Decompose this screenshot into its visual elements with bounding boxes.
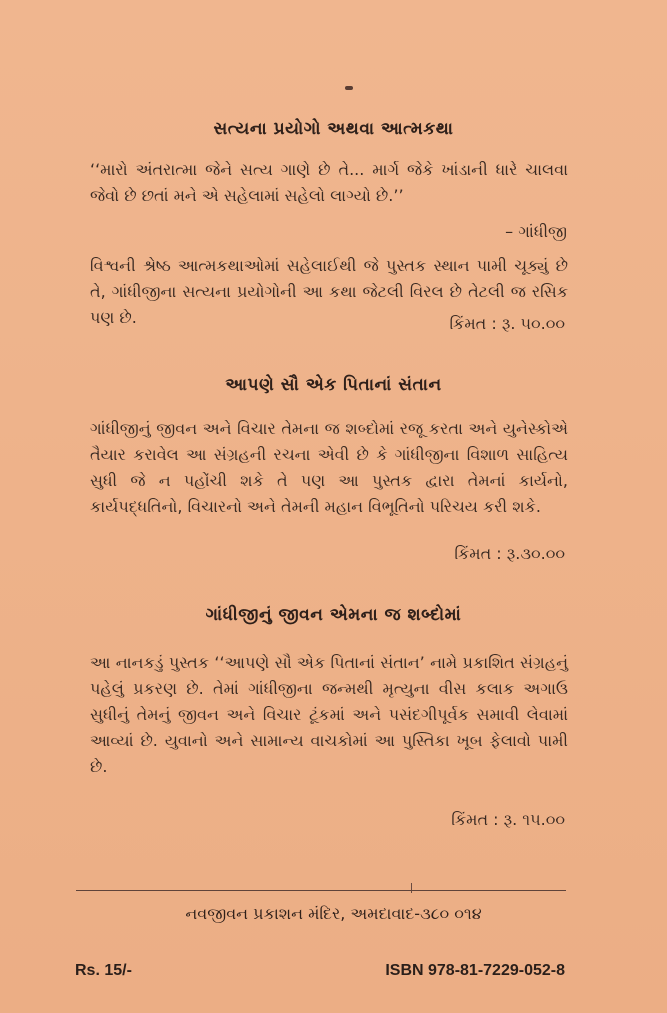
price-rs: Rs. 15/- — [75, 962, 132, 979]
quote-1: ‘‘મારો અંતરાત્મા જેને સત્ય ગાણે છે તે... માર્ગ જેકે ખાંડાની ધારે ચાલવા જેવો છે છતાં મને એ સહેલામાં સહેલો લાગ્યો છે.’’ — [90, 160, 568, 205]
description-1: વિશ્વની શ્રેષ્ઠ આત્મકથાઓમાં સહેલાઈથી જે પુસ્તક સ્થાન પામી ચૂક્યું છે તે, ગાંધીજીના સત્યના પ્રયોગોની આ કથા જેટલી વિરલ છે તેટલી જ રસિક પણ છે. — [90, 256, 568, 327]
price-1: કિંમત : રૂ. ૫૦.૦૦ — [449, 314, 565, 333]
description-3: આ નાનકડું પુસ્તક ‘‘આપણે સૌ એક પિતાનાં સંતાન’ નામે પ્રકાશિત સંગ્રહનું પહેલું પ્રકરણ છે. તેમાં ગાંધીજીના જન્મથી મૃત્યુના વીસ કલાક અગાઉ સુધીનું તેમનું જીવન અને વિચાર ટૂંકમાં અને પસંદગીપૂર્વક સમાવી લેવામાં આવ્યાં છે. યુવાનો અને સામાન્ય વાચકોમાં આ પુસ્તિકા ખૂબ ફેલાવો પામી છે. — [90, 653, 568, 776]
publisher-address: નવજીવન પ્રકાશન મંદિર, અમદાવાદ-૩૮૦ ૦૧૪ — [185, 904, 482, 923]
section-title-2: આપણે સૌ એક પિતાનાં સંતાન — [225, 375, 442, 395]
section-title-1: સત્યના પ્રયોગો અથવા આત્મકથા — [213, 119, 454, 139]
price-2: કિંમત : રૂ.૩૦.૦૦ — [454, 544, 565, 563]
isbn-number: ISBN 978-81-7229-052-8 — [385, 962, 565, 979]
attribution-1: – ગાંધીજી — [505, 222, 567, 241]
price-3: કિંમત : રૂ. ૧૫.૦૦ — [451, 810, 565, 829]
decorative-dot — [345, 86, 353, 90]
description-2: ગાંધીજીનું જીવન અને વિચાર તેમના જ શબ્દોમાં રજૂ કરતા અને યુનેસ્કોએ તૈયાર કરાવેલ આ સંગ્રહની રચના એવી છે કે ગાંધીજીના વિશાળ સાહિત્ય સુધી જે ન પહોંચી શકે તે પણ આ પુસ્તક દ્વારા તેમનાં કાર્યનો, કાર્યપદ્ધતિનો, વિચારનો અને તેમની મહાન વિભૂતિનો પરિચય કરી શકે. — [90, 419, 568, 516]
section-title-3: ગાંધીજીનું જીવન એમના જ શબ્દોમાં — [205, 605, 462, 625]
footer-divider — [76, 890, 566, 891]
divider-mark — [411, 883, 412, 893]
